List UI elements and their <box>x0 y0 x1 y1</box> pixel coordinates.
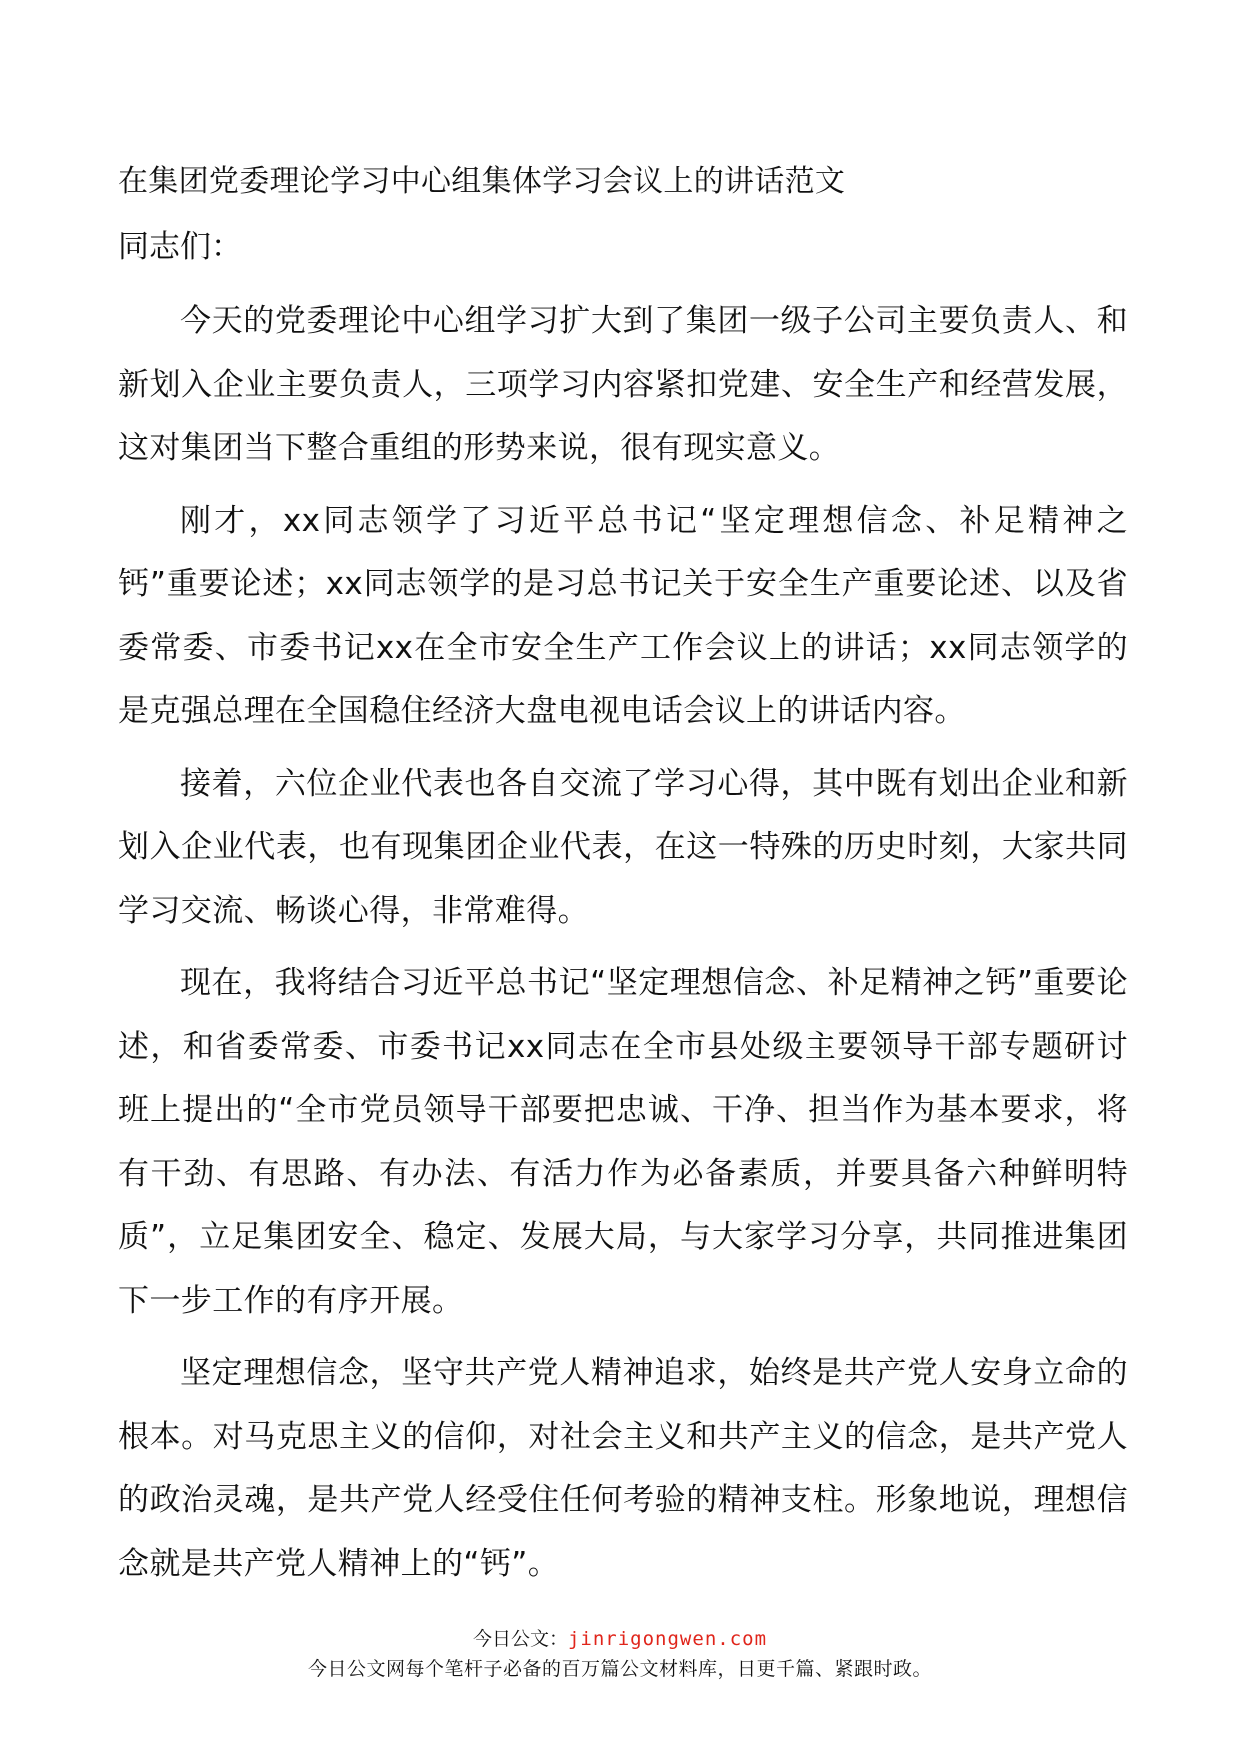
footer-source <box>0 1624 1240 1654</box>
paragraph: 刚才，xx同志领学了习近平总书记“坚定理想信念、补足精神之钙”重要论述；xx同志领学的是习总书记关于安全生产重要论述、以及省委常委、市委书记xx在全市安全生产工作会议上的讲话；xx同志领学的是克强总理在全国稳住经济大盘电视电话会议上的讲话内容。 <box>118 502 1128 729</box>
paragraph: 接着，六位企业代表也各自交流了学习心得，其中既有划出企业和新划入企业代表，也有现集团企业代表，在这一特殊的历史时刻，大家共同学习交流、畅谈心得，非常难得。 <box>118 765 1128 929</box>
page-footer <box>0 1624 1240 1684</box>
salutation: 同志们： <box>118 229 242 265</box>
paragraph: 现在，我将结合习近平总书记“坚定理想信念、补足精神之钙”重要论述，和省委常委、市委书记xx同志在全市县处级主要领导干部专题研讨班上提出的“全市党员领导干部要把忠诚、干净、担当作为基本要求，将有干劲、有思路、有办法、有活力作为必备素质，并要具备六种鲜明特质”，立足集团安全、稳定、发展大局，与大家学习分享，共同推进集团下一步工作的有序开展。 <box>118 965 1128 1319</box>
document-body <box>118 290 1128 1605</box>
footer-slogan: 今日公文网每个笔杆子必备的百万篇公文材料库，日更千篇、紧跟时政。 <box>307 1658 932 1680</box>
paragraph: 今天的党委理论中心组学习扩大到了集团一级子公司主要负责人、和新划入企业主要负责人，三项学习内容紧扣党建、安全生产和经营发展，这对集团当下整合重组的形势来说，很有现实意义。 <box>118 303 1128 466</box>
footer-site-link[interactable]: jinrigongwen.com <box>567 1628 768 1650</box>
document-title: 在集团党委理论学习中心组集体学习会议上的讲话范文 <box>118 164 846 199</box>
footer-label: 今日公文： <box>472 1628 568 1650</box>
paragraph: 坚定理想信念，坚守共产党人精神追求，始终是共产党人安身立命的根本。对马克思主义的信仰，对社会主义和共产主义的信念，是共产党人的政治灵魂，是共产党人经受住任何考验的精神支柱。形象地说，理想信念就是共产党人精神上的“钙”。 <box>118 1355 1128 1582</box>
